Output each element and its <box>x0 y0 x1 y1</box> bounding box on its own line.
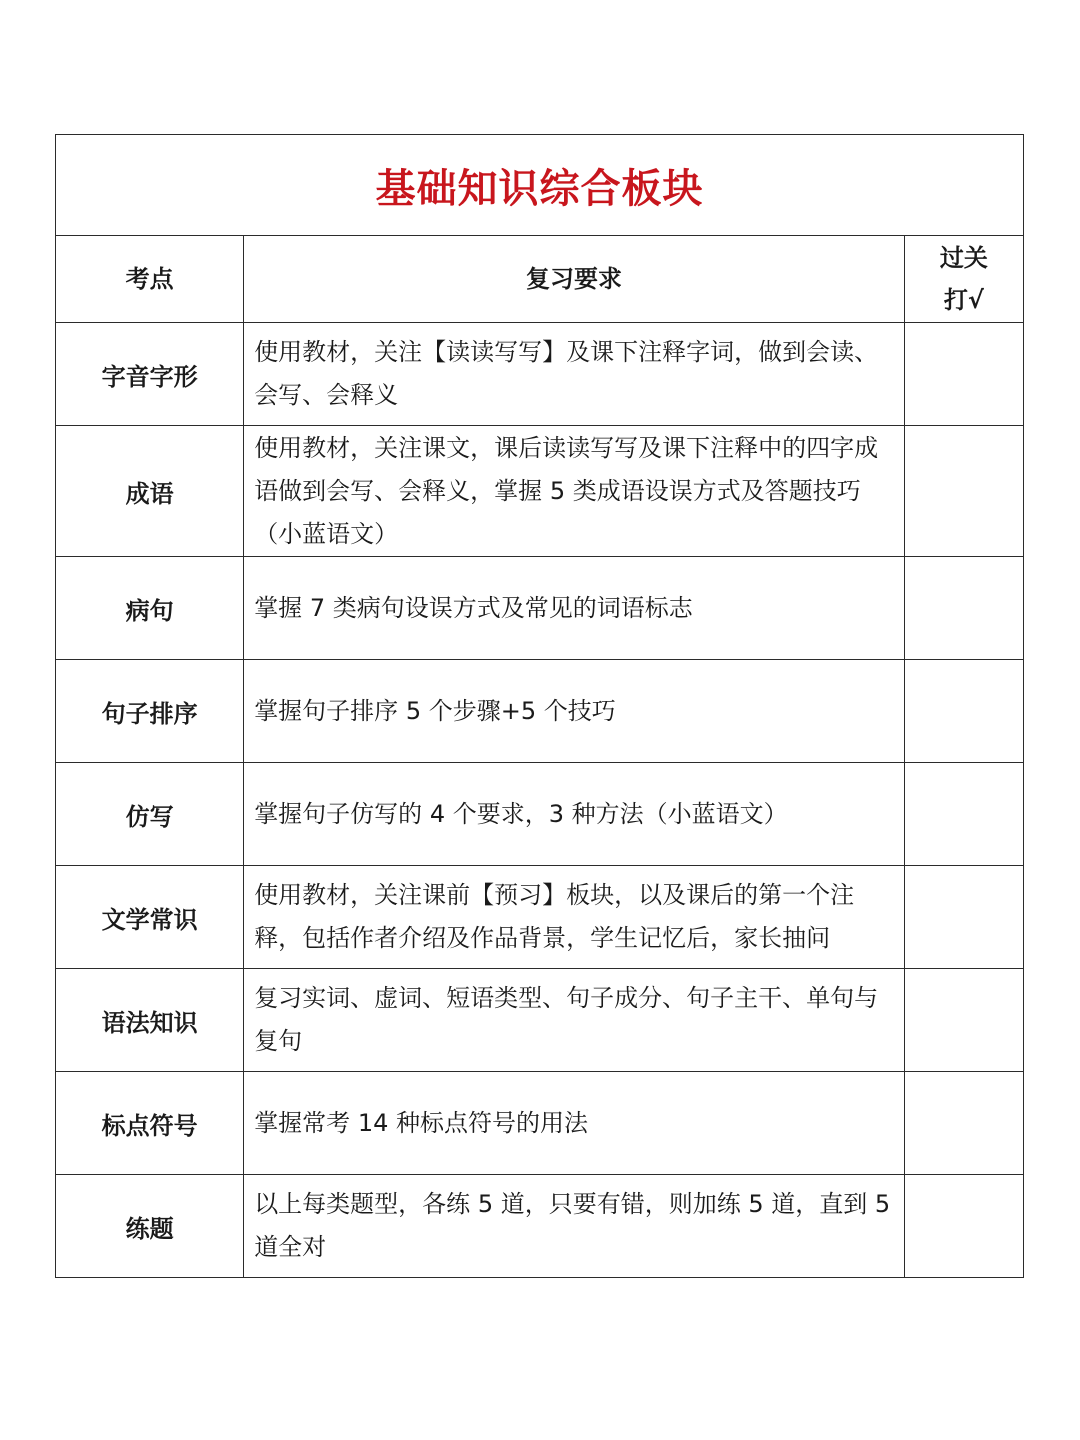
check-cell[interactable] <box>904 763 1023 866</box>
check-cell[interactable] <box>904 1072 1023 1175</box>
requirement-cell: 使用教材，关注课文，课后读读写写及课下注释中的四字成语做到会写、会释义，掌握 5 类成语设误方式及答题技巧（小蓝语文） <box>244 426 905 557</box>
requirement-cell: 掌握常考 14 种标点符号的用法 <box>244 1072 905 1175</box>
header-check <box>904 236 1023 323</box>
header-point: 考点 <box>56 236 244 323</box>
requirement-cell: 复习实词、虚词、短语类型、句子成分、句子主干、单句与复句 <box>244 969 905 1072</box>
table-row <box>56 660 1024 763</box>
table-row <box>56 763 1024 866</box>
requirement-cell: 使用教材，关注【读读写写】及课下注释字词，做到会读、会写、会释义 <box>244 323 905 426</box>
title-cell <box>56 135 1024 236</box>
requirement-cell: 使用教材，关注课前【预习】板块，以及课后的第一个注释，包括作者介绍及作品背景，学生记忆后，家长抽问 <box>244 866 905 969</box>
point-cell: 语法知识 <box>56 969 244 1072</box>
point-cell: 病句 <box>56 557 244 660</box>
point-cell: 文学常识 <box>56 866 244 969</box>
check-cell[interactable] <box>904 426 1023 557</box>
check-cell[interactable] <box>904 557 1023 660</box>
requirement-cell: 以上每类题型，各练 5 道，只要有错，则加练 5 道，直到 5 道全对 <box>244 1175 905 1278</box>
title-row <box>56 135 1024 236</box>
check-cell[interactable] <box>904 660 1023 763</box>
check-cell[interactable] <box>904 866 1023 969</box>
table-row <box>56 1175 1024 1278</box>
header-check-line1: 过关 <box>939 244 988 272</box>
review-table <box>55 134 1024 1278</box>
header-check-line2: 打√ <box>943 286 984 314</box>
check-cell[interactable] <box>904 1175 1023 1278</box>
check-cell[interactable] <box>904 323 1023 426</box>
point-cell: 标点符号 <box>56 1072 244 1175</box>
table-row <box>56 1072 1024 1175</box>
point-cell: 字音字形 <box>56 323 244 426</box>
table-row <box>56 426 1024 557</box>
requirement-cell: 掌握句子排序 5 个步骤+5 个技巧 <box>244 660 905 763</box>
check-cell[interactable] <box>904 969 1023 1072</box>
point-cell: 成语 <box>56 426 244 557</box>
table-row <box>56 866 1024 969</box>
table-row <box>56 323 1024 426</box>
table-row <box>56 969 1024 1072</box>
requirement-cell: 掌握 7 类病句设误方式及常见的词语标志 <box>244 557 905 660</box>
requirement-cell: 掌握句子仿写的 4 个要求，3 种方法（小蓝语文） <box>244 763 905 866</box>
point-cell: 句子排序 <box>56 660 244 763</box>
header-row <box>56 236 1024 323</box>
header-requirement: 复习要求 <box>244 236 905 323</box>
table-row <box>56 557 1024 660</box>
point-cell: 仿写 <box>56 763 244 866</box>
page-title: 基础知识综合板块 <box>375 165 704 212</box>
point-cell: 练题 <box>56 1175 244 1278</box>
